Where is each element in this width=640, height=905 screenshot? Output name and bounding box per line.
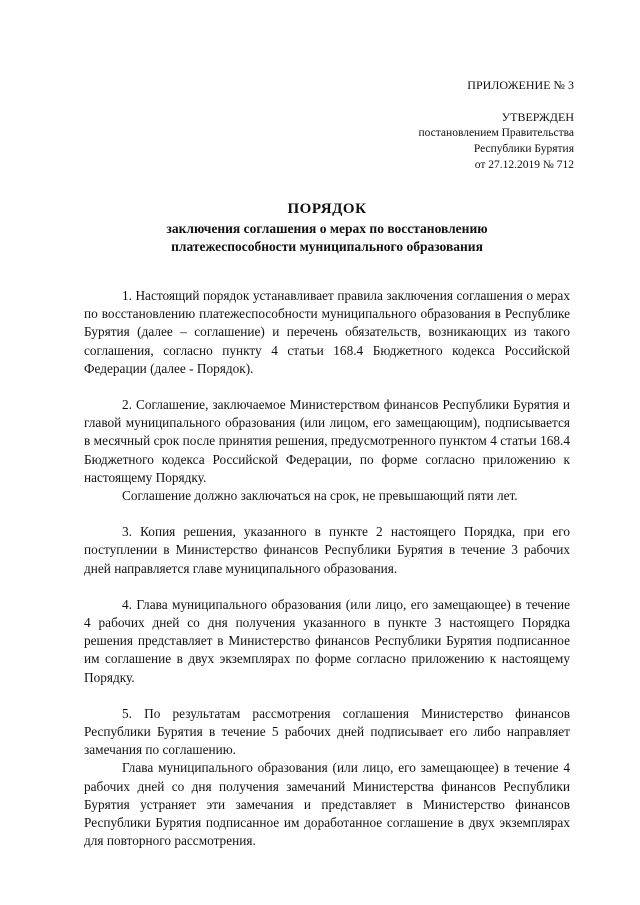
paragraph-2: 2. Соглашение, заключаемое Министерством финансов Республики Бурятия и главой муниципального образования (или лицом, его замещающим), подписывается в месячный срок после принятия решения, предусмотренного пунктом 4 статьи 168.4 Бюджетного кодекса Российской Федерации, по форме согласно приложению к настоящему Порядку. [84, 397, 570, 485]
approval-block [418, 109, 574, 173]
document-title [84, 198, 570, 256]
title-main: ПОРЯДОК [287, 201, 367, 217]
approved-by-line2: Республики Бурятия [473, 143, 574, 155]
paragraph-2-term: Соглашение должно заключаться на срок, не превышающий пяти лет. [122, 488, 518, 504]
title-subtitle-line1: заключения соглашения о мерах по восстановлению [166, 221, 488, 236]
approved-date: от 27.12.2019 № 712 [474, 159, 574, 171]
paragraph-5-remarks: Глава муниципального образования (или лицо, его замещающее) в течение 4 рабочих дней со дня получения замечаний Министерства финансов Республики Бурятия устраняет эти замечания и представляет в Министерство финансов Республики Бурятия подписанное им доработанное соглашение в двух экземплярах для повторного рассмотрения. [84, 760, 570, 849]
document-body [84, 287, 570, 850]
paragraph-5: 5. По результатам рассмотрения соглашения Министерство финансов Республики Бурятия в течение 5 рабочих дней подписывает его либо направляет замечания по соглашению. [84, 705, 570, 758]
title-subtitle-line2: платежеспособности муниципального образования [171, 239, 483, 254]
appendix-label: ПРИЛОЖЕНИЕ № 3 [467, 78, 574, 92]
paragraph-4: 4. Глава муниципального образования (или лицо, его замещающее) в течение 4 рабочих дней со дня получения указанного в пункте 3 настоящего Порядка решения представляет в Министерство финансов Республики Бурятия подписанное им соглашение в двух экземплярах по форме согласно приложению к настоящему Порядку. [84, 596, 570, 685]
paragraph-1: 1. Настоящий порядок устанавливает правила заключения соглашения о мерах по восстановлению платежеспособности муниципального образования в Республике Бурятия (далее – соглашение) и перечень обязательств, возникающих из такого соглашения, согласно пункту 4 статьи 168.4 Бюджетного кодекса Российской Федерации (далее - Порядок). [84, 288, 570, 376]
approved-label: УТВЕРЖДЕН [501, 110, 574, 124]
approved-by-line1: постановлением Правительства [418, 127, 574, 139]
paragraph-3: 3. Копия решения, указанного в пункте 2 настоящего Порядка, при его поступлении в Министерство финансов Республики Бурятия в течение 3 рабочих дней направляется главе муниципального образования. [84, 524, 570, 576]
